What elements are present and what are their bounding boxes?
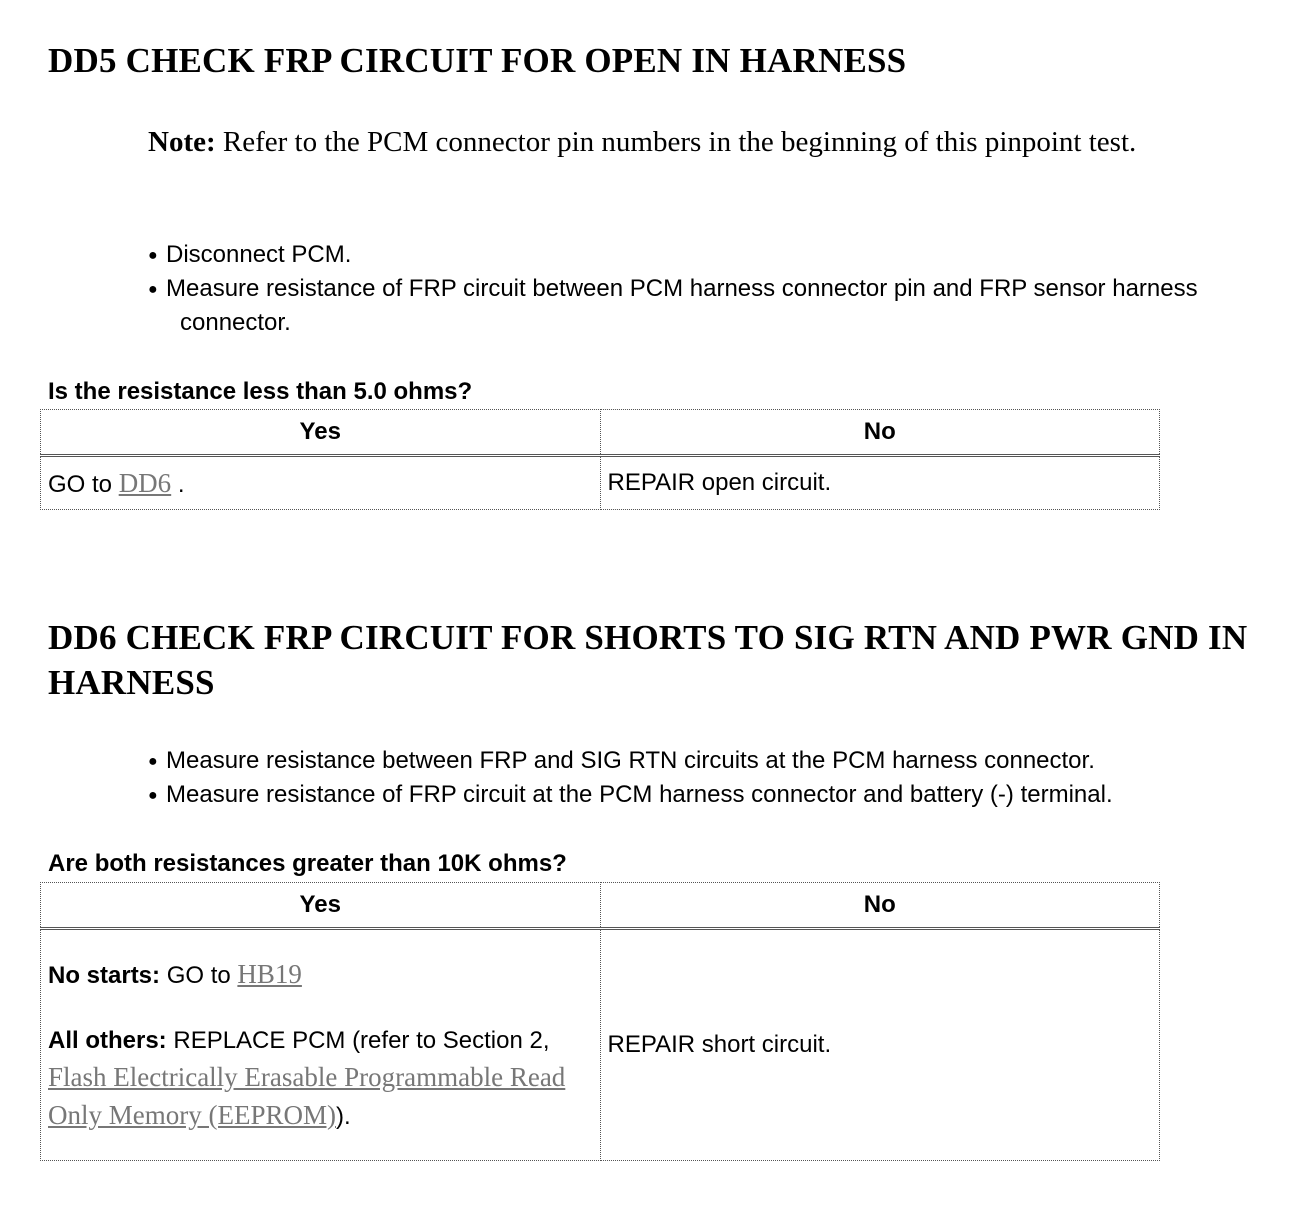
yes-suffix: . (171, 470, 185, 498)
step-text: Measure resistance between FRP and SIG RTN circuits at the PCM harness connector. (166, 747, 1095, 774)
yes-header: Yes (41, 883, 601, 929)
all-others-label: All others: (48, 1026, 167, 1054)
no-header: No (600, 883, 1160, 929)
bullet-icon: ● (148, 753, 158, 770)
no-cell: REPAIR short circuit. (600, 929, 1160, 1161)
yes-cell (41, 456, 601, 510)
no-cell: REPAIR open circuit. (600, 456, 1160, 510)
table-header-row (41, 883, 1160, 929)
yes-cell (41, 929, 601, 1161)
step-text: Measure resistance of FRP circuit at the PCM harness connector and battery (-) terminal. (166, 781, 1113, 808)
no-header: No (600, 410, 1160, 456)
yes-header: Yes (41, 410, 601, 456)
all-others-line (48, 1022, 593, 1135)
all-others-suffix: ). (335, 1102, 351, 1130)
dd5-note (148, 122, 1248, 162)
list-item (130, 744, 1270, 778)
dd5-heading: DD5 CHECK FRP CIRCUIT FOR OPEN IN HARNESS (48, 41, 907, 80)
no-starts-line (48, 956, 593, 994)
yes-prefix: GO to (48, 470, 119, 498)
bullet-icon: ● (148, 787, 158, 804)
step-text: Measure resistance of FRP circuit between PCM harness connector pin and FRP sensor harness connector. (166, 275, 1198, 336)
dd5-result-table (40, 409, 1160, 510)
dd6-heading: DD6 CHECK FRP CIRCUIT FOR SHORTS TO SIG RTN AND PWR GND IN HARNESS (48, 618, 1248, 702)
hb19-link[interactable]: HB19 (237, 958, 302, 989)
dd5-step-list (130, 238, 1270, 339)
note-label: Note: (148, 126, 216, 158)
dd6-result-table (40, 882, 1160, 1161)
dd5-question: Is the resistance less than 5.0 ohms? (48, 378, 473, 405)
list-item (130, 272, 1270, 339)
table-row (41, 456, 1160, 510)
no-starts-label: No starts: (48, 961, 161, 989)
list-item (130, 238, 1270, 272)
all-others-text: REPLACE PCM (refer to Section 2, (166, 1026, 550, 1054)
eeprom-link[interactable]: Flash Electrically Erasable Programmable Read Only Memory (EEPROM) (48, 1061, 566, 1130)
bullet-icon: ● (148, 247, 158, 264)
no-starts-text: GO to (160, 961, 238, 989)
list-item (130, 778, 1270, 812)
table-row (41, 929, 1160, 1161)
note-text: Refer to the PCM connector pin numbers in the beginning of this pinpoint test. (215, 126, 1137, 158)
dd6-question: Are both resistances greater than 10K ohms? (48, 850, 567, 877)
table-header-row (41, 410, 1160, 456)
dd6-step-list (130, 744, 1270, 812)
dd6-link[interactable]: DD6 (118, 467, 172, 498)
step-text: Disconnect PCM. (166, 241, 352, 268)
bullet-icon: ● (148, 281, 158, 298)
